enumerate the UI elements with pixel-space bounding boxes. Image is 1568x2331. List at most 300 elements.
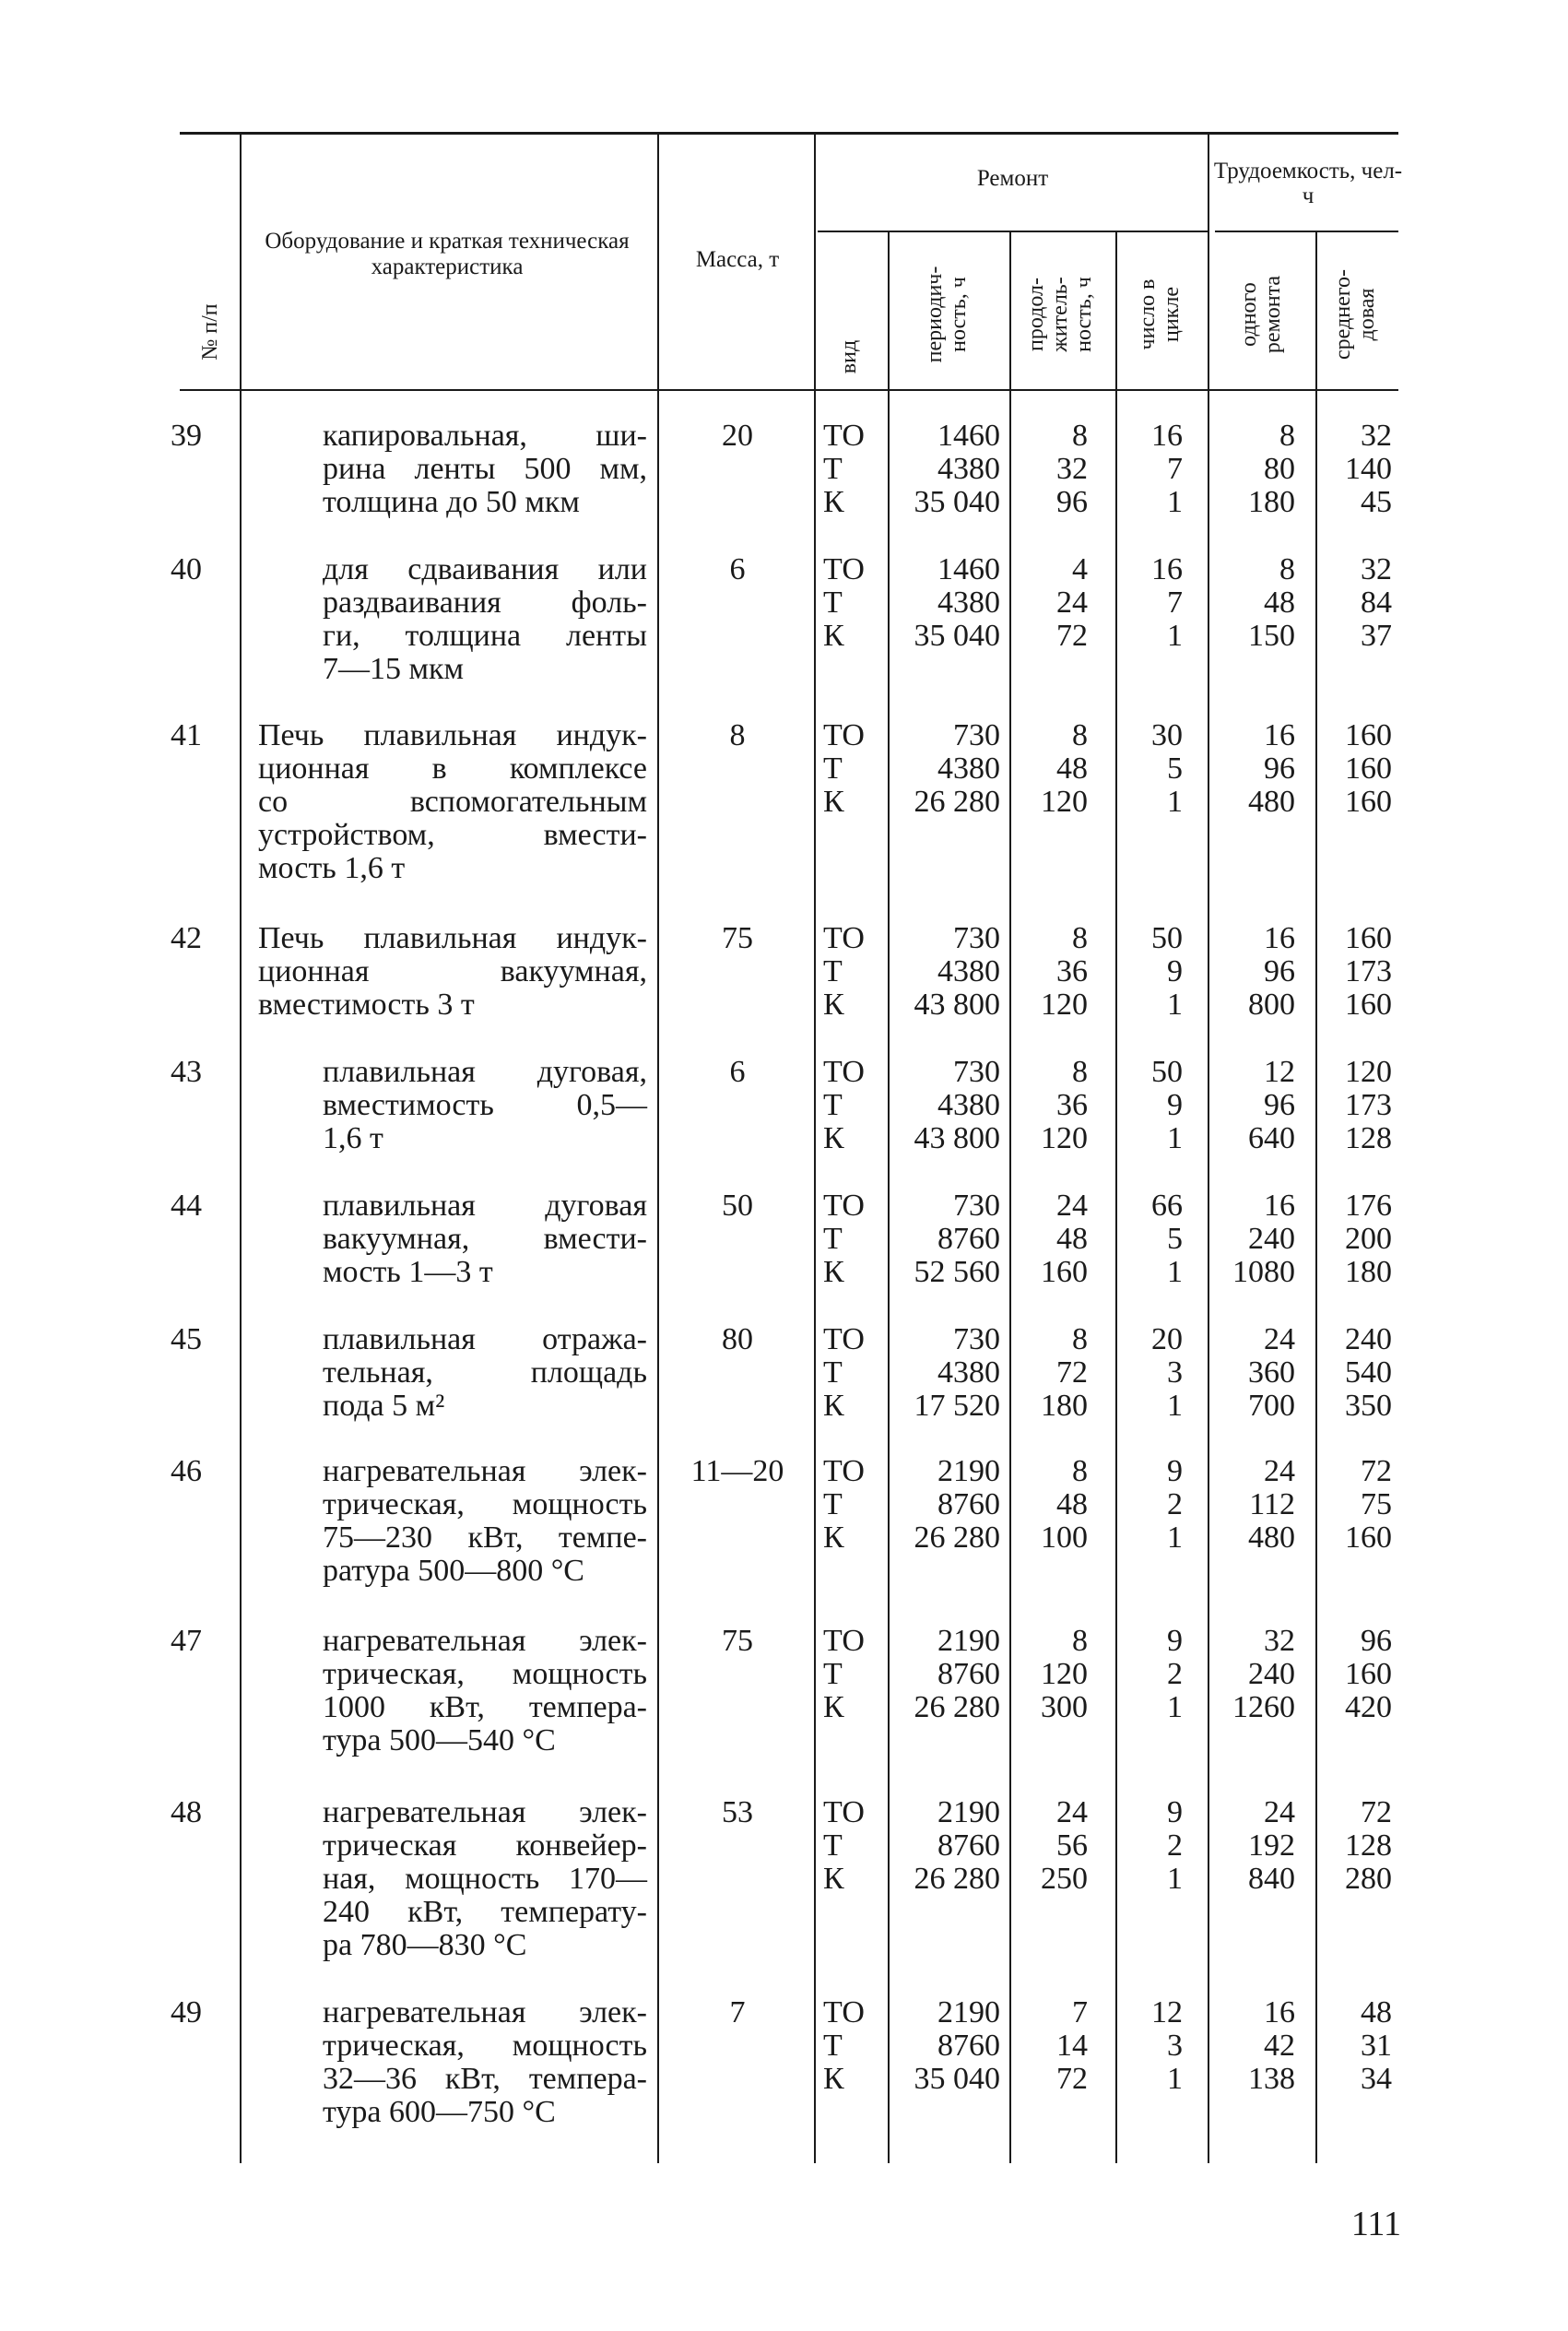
row-number: 48: [171, 1795, 202, 1829]
row-duration-value: 72: [1056, 1355, 1088, 1390]
row-labor-one-value: 16: [1264, 921, 1295, 955]
row-duration-value: 120: [1041, 785, 1088, 819]
row-duration-value: 8: [1072, 1624, 1088, 1658]
row-periodicity-value: 730: [953, 1189, 1000, 1223]
col-divider-kind: [888, 232, 890, 2163]
description-line: раздваивания фоль-: [323, 586, 647, 620]
row-duration-value: 8: [1072, 1322, 1088, 1356]
row-periodicity-value: 4380: [937, 586, 1000, 620]
row-count: [1120, 719, 1183, 819]
header-repair-duration: продол-житель-ность, ч: [1024, 277, 1096, 352]
row-repair-kind-value: ТО: [823, 1189, 865, 1223]
row-count-value: 9: [1167, 1795, 1183, 1829]
description-line: ра 780—830 °С: [323, 1928, 527, 1962]
description-line: капировальная, ши-: [323, 419, 647, 453]
description-line: вакуумная, вмести-: [323, 1222, 647, 1256]
row-number: 39: [171, 419, 202, 453]
row-repair-kind: [823, 1455, 888, 1555]
row-description: [258, 719, 647, 885]
row-duration: [1014, 1996, 1088, 2096]
description-line: трическая, мощность: [323, 1657, 647, 1691]
row-repair-kind-value: ТО: [823, 718, 865, 752]
row-labor-one-value: 360: [1248, 1355, 1295, 1390]
row-labor-avg: [1309, 1189, 1392, 1289]
row-labor-avg-value: 75: [1361, 1487, 1392, 1521]
row-count-value: 16: [1151, 552, 1183, 586]
row-periodicity: [899, 1056, 1000, 1155]
row-count-value: 16: [1151, 419, 1183, 453]
row-duration-value: 300: [1041, 1690, 1088, 1724]
row-labor-avg-value: 84: [1361, 586, 1392, 620]
description-line: мость 1,6 т: [258, 851, 406, 885]
row-count-value: 50: [1151, 921, 1183, 955]
row-mass: 53: [722, 1795, 753, 1829]
description-line: плавильная отража-: [323, 1322, 647, 1356]
row-labor-one-value: 112: [1249, 1487, 1295, 1521]
row-count-value: 5: [1167, 751, 1183, 786]
row-duration-value: 36: [1056, 1088, 1088, 1122]
description-line: со вспомогательным: [258, 785, 647, 819]
row-count-value: 9: [1167, 1624, 1183, 1658]
row-labor-one: [1212, 719, 1295, 819]
row-labor-avg: [1309, 1323, 1392, 1423]
row-description: [323, 553, 647, 686]
row-periodicity-value: 2190: [937, 1995, 1000, 2029]
row-mass: 11—20: [690, 1454, 784, 1488]
description-line: плавильная дуговая,: [323, 1055, 647, 1089]
row-labor-avg: [1309, 1455, 1392, 1555]
row-number: 47: [171, 1624, 202, 1658]
row-periodicity-value: 1460: [937, 419, 1000, 453]
row-labor-avg-value: 96: [1361, 1624, 1392, 1658]
row-labor-avg-value: 72: [1361, 1795, 1392, 1829]
row-labor-avg-value: 173: [1345, 1088, 1392, 1122]
row-labor-one-value: 96: [1264, 954, 1295, 988]
row-repair-kind-value: Т: [823, 1222, 843, 1256]
row-labor-avg-value: 32: [1361, 419, 1392, 453]
description-line: пода 5 м²: [323, 1389, 445, 1423]
row-labor-avg-value: 72: [1361, 1454, 1392, 1488]
row-periodicity-value: 35 040: [914, 485, 1000, 519]
row-description: [258, 922, 647, 1022]
row-count-value: 3: [1167, 2029, 1183, 2063]
row-labor-one-value: 192: [1248, 1828, 1295, 1863]
row-repair-kind-value: Т: [823, 2029, 843, 2063]
row-periodicity-value: 8760: [937, 1657, 1000, 1691]
row-count: [1120, 1455, 1183, 1555]
row-periodicity-value: 4380: [937, 452, 1000, 486]
row-periodicity-value: 730: [953, 1055, 1000, 1089]
col-divider-duration: [1115, 232, 1117, 2163]
row-periodicity-value: 1460: [937, 552, 1000, 586]
row-periodicity-value: 2190: [937, 1624, 1000, 1658]
row-count: [1120, 922, 1183, 1022]
col-divider-periodicity: [1009, 232, 1011, 2163]
row-labor-avg: [1309, 1056, 1392, 1155]
row-duration: [1014, 420, 1088, 519]
row-duration-value: 48: [1056, 1222, 1088, 1256]
row-repair-kind-value: К: [823, 1389, 844, 1423]
row-labor-one-value: 42: [1264, 2029, 1295, 2063]
description-line: ная, мощность 170—: [323, 1862, 647, 1896]
row-count-value: 9: [1167, 1088, 1183, 1122]
row-labor-one-value: 8: [1279, 552, 1295, 586]
description-line: ционная вакуумная,: [258, 954, 647, 988]
row-duration-value: 8: [1072, 921, 1088, 955]
col-divider-repair-labor: [1208, 135, 1209, 2163]
row-duration-value: 180: [1041, 1389, 1088, 1423]
row-labor-avg-value: 140: [1345, 452, 1392, 486]
description-line: рина ленты 500 мм,: [323, 452, 647, 486]
header-mass: Масса, т: [695, 247, 780, 272]
row-periodicity-value: 17 520: [914, 1389, 1000, 1423]
row-periodicity-value: 8760: [937, 1828, 1000, 1863]
row-duration-value: 8: [1072, 1454, 1088, 1488]
row-count-value: 1: [1167, 1520, 1183, 1555]
description-line: нагревательная элек-: [323, 1624, 647, 1658]
description-line: нагревательная элек-: [323, 1454, 647, 1488]
row-number: 49: [171, 1995, 202, 2029]
table-top-rule: [180, 132, 1398, 135]
description-line: ционная в комплексе: [258, 751, 647, 786]
row-duration-value: 72: [1056, 619, 1088, 653]
row-periodicity: [899, 1625, 1000, 1724]
row-labor-one-value: 16: [1264, 1995, 1295, 2029]
row-labor-avg-value: 128: [1345, 1121, 1392, 1155]
row-repair-kind-value: К: [823, 619, 844, 653]
row-labor-one-value: 480: [1248, 1520, 1295, 1555]
row-repair-kind-value: Т: [823, 1657, 843, 1691]
row-labor-avg-value: 240: [1345, 1322, 1392, 1356]
row-count: [1120, 1796, 1183, 1896]
row-repair-kind-value: ТО: [823, 1995, 865, 2029]
row-repair-kind-value: Т: [823, 1355, 843, 1390]
row-labor-avg: [1309, 1996, 1392, 2096]
row-labor-one-value: 640: [1248, 1121, 1295, 1155]
row-labor-avg-value: 128: [1345, 1828, 1392, 1863]
row-duration-value: 120: [1041, 1121, 1088, 1155]
row-count: [1120, 1996, 1183, 2096]
row-repair-kind-value: Т: [823, 1088, 843, 1122]
row-periodicity-value: 43 800: [914, 1121, 1000, 1155]
description-line: тельная, площадь: [323, 1355, 647, 1390]
row-mass: 50: [722, 1189, 753, 1223]
row-mass: 20: [722, 419, 753, 453]
row-duration-value: 24: [1056, 1795, 1088, 1829]
row-repair-kind-value: К: [823, 785, 844, 819]
row-repair-kind: [823, 1056, 888, 1155]
row-labor-one: [1212, 1796, 1295, 1896]
row-periodicity-value: 26 280: [914, 1690, 1000, 1724]
header-labor-one: одного ремонта: [1237, 275, 1285, 354]
row-labor-avg-value: 120: [1345, 1055, 1392, 1089]
row-periodicity-value: 730: [953, 921, 1000, 955]
description-line: толщина до 50 мкм: [323, 485, 580, 519]
subheader-rule-labor: [1215, 231, 1398, 232]
row-duration-value: 4: [1072, 552, 1088, 586]
row-duration-value: 72: [1056, 2062, 1088, 2096]
row-count-value: 3: [1167, 1355, 1183, 1390]
row-periodicity: [899, 1796, 1000, 1896]
row-count-value: 2: [1167, 1657, 1183, 1691]
row-labor-one-value: 1260: [1232, 1690, 1295, 1724]
row-repair-kind-value: К: [823, 1520, 844, 1555]
row-labor-one-value: 24: [1264, 1454, 1295, 1488]
row-labor-one-value: 240: [1248, 1222, 1295, 1256]
description-line: Печь плавильная индук-: [258, 718, 647, 752]
row-periodicity-value: 26 280: [914, 785, 1000, 819]
row-labor-one-value: 138: [1248, 2062, 1295, 2096]
description-line: 240 кВт, температу-: [323, 1895, 647, 1929]
row-number: 43: [171, 1055, 202, 1089]
row-count-value: 1: [1167, 988, 1183, 1022]
description-line: для сдваивания или: [323, 552, 647, 586]
row-labor-one-value: 840: [1248, 1862, 1295, 1896]
row-labor-avg-value: 173: [1345, 954, 1392, 988]
row-labor-one-value: 1080: [1232, 1255, 1295, 1289]
row-periodicity: [899, 922, 1000, 1022]
row-number: 45: [171, 1322, 202, 1356]
row-periodicity-value: 4380: [937, 954, 1000, 988]
row-repair-kind-value: К: [823, 1690, 844, 1724]
row-number: 46: [171, 1454, 202, 1488]
row-count: [1120, 1625, 1183, 1724]
description-line: 32—36 кВт, темпера-: [323, 2062, 647, 2096]
row-labor-one-value: 48: [1264, 586, 1295, 620]
col-divider-number: [240, 135, 242, 2163]
row-labor-avg-value: 160: [1345, 921, 1392, 955]
row-mass: 75: [722, 1624, 753, 1658]
row-periodicity-value: 2190: [937, 1454, 1000, 1488]
row-labor-avg-value: 200: [1345, 1222, 1392, 1256]
row-periodicity: [899, 1455, 1000, 1555]
description-line: ратура 500—800 °С: [323, 1554, 584, 1588]
row-repair-kind: [823, 1189, 888, 1289]
row-labor-one-value: 24: [1264, 1322, 1295, 1356]
row-count-value: 1: [1167, 619, 1183, 653]
row-count-value: 1: [1167, 1121, 1183, 1155]
row-repair-kind-value: К: [823, 988, 844, 1022]
row-periodicity-value: 4380: [937, 1355, 1000, 1390]
row-duration: [1014, 1056, 1088, 1155]
row-count-value: 30: [1151, 718, 1183, 752]
row-repair-kind-value: Т: [823, 452, 843, 486]
row-description: [323, 1625, 647, 1757]
row-labor-avg-value: 48: [1361, 1995, 1392, 2029]
row-labor-one-value: 700: [1248, 1389, 1295, 1423]
row-labor-avg-value: 540: [1345, 1355, 1392, 1390]
row-repair-kind-value: К: [823, 1121, 844, 1155]
row-duration-value: 160: [1041, 1255, 1088, 1289]
row-labor-avg-value: 420: [1345, 1690, 1392, 1724]
row-labor-avg-value: 31: [1361, 2029, 1392, 2063]
row-labor-one: [1212, 1189, 1295, 1289]
row-repair-kind-value: Т: [823, 586, 843, 620]
row-count-value: 20: [1151, 1322, 1183, 1356]
row-repair-kind: [823, 420, 888, 519]
row-duration-value: 36: [1056, 954, 1088, 988]
row-periodicity-value: 26 280: [914, 1520, 1000, 1555]
row-labor-one-value: 480: [1248, 785, 1295, 819]
row-labor-avg-value: 37: [1361, 619, 1392, 653]
row-labor-one-value: 24: [1264, 1795, 1295, 1829]
row-count-value: 7: [1167, 452, 1183, 486]
row-labor-avg-value: 160: [1345, 785, 1392, 819]
row-duration-value: 100: [1041, 1520, 1088, 1555]
row-periodicity-value: 43 800: [914, 988, 1000, 1022]
description-line: трическая конвейер-: [323, 1828, 647, 1863]
row-labor-one-value: 32: [1264, 1624, 1295, 1658]
description-line: тура 500—540 °С: [323, 1723, 556, 1757]
row-labor-one-value: 150: [1248, 619, 1295, 653]
row-labor-avg: [1309, 420, 1392, 519]
row-labor-avg-value: 45: [1361, 485, 1392, 519]
description-line: нагревательная элек-: [323, 1795, 647, 1829]
row-duration-value: 8: [1072, 419, 1088, 453]
row-count-value: 12: [1151, 1995, 1183, 2029]
row-count-value: 7: [1167, 586, 1183, 620]
row-labor-avg-value: 160: [1345, 718, 1392, 752]
row-count-value: 5: [1167, 1222, 1183, 1256]
row-periodicity-value: 8760: [937, 1222, 1000, 1256]
row-duration-value: 14: [1056, 2029, 1088, 2063]
header-repair-count: число в цикле: [1136, 278, 1184, 350]
description-line: 1,6 т: [323, 1121, 383, 1155]
row-number: 40: [171, 552, 202, 586]
row-labor-one-value: 240: [1248, 1657, 1295, 1691]
row-count-value: 1: [1167, 2062, 1183, 2096]
row-labor-one-value: 8: [1279, 419, 1295, 453]
description-line: тура 600—750 °С: [323, 2095, 556, 2129]
row-count: [1120, 553, 1183, 653]
header-repair: Ремонт: [976, 166, 1049, 191]
row-count-value: 9: [1167, 954, 1183, 988]
row-repair-kind-value: ТО: [823, 552, 865, 586]
row-duration: [1014, 1455, 1088, 1555]
row-duration-value: 120: [1041, 988, 1088, 1022]
row-mass: 7: [729, 1995, 746, 2029]
description-line: вместимость 0,5—: [323, 1088, 647, 1122]
row-description: [323, 420, 647, 519]
row-repair-kind: [823, 922, 888, 1022]
row-labor-one-value: 96: [1264, 1088, 1295, 1122]
row-duration: [1014, 922, 1088, 1022]
row-count-value: 2: [1167, 1828, 1183, 1863]
row-periodicity: [899, 1323, 1000, 1423]
row-labor-avg-value: 280: [1345, 1862, 1392, 1896]
row-duration-value: 120: [1041, 1657, 1088, 1691]
row-periodicity-value: 52 560: [914, 1255, 1000, 1289]
row-periodicity-value: 730: [953, 718, 1000, 752]
row-repair-kind-value: ТО: [823, 1454, 865, 1488]
row-repair-kind: [823, 1625, 888, 1724]
row-count: [1120, 420, 1183, 519]
row-periodicity: [899, 553, 1000, 653]
row-mass: 80: [722, 1322, 753, 1356]
row-labor-avg-value: 350: [1345, 1389, 1392, 1423]
row-count-value: 1: [1167, 1255, 1183, 1289]
row-labor-one: [1212, 1056, 1295, 1155]
row-repair-kind-value: К: [823, 2062, 844, 2096]
row-duration: [1014, 1625, 1088, 1724]
row-periodicity-value: 26 280: [914, 1862, 1000, 1896]
row-labor-avg: [1309, 1625, 1392, 1724]
row-labor-one: [1212, 1625, 1295, 1724]
row-repair-kind-value: ТО: [823, 1055, 865, 1089]
row-periodicity-value: 8760: [937, 1487, 1000, 1521]
row-labor-avg-value: 180: [1345, 1255, 1392, 1289]
row-count: [1120, 1056, 1183, 1155]
description-line: трическая, мощность: [323, 1487, 647, 1521]
row-duration: [1014, 1796, 1088, 1896]
row-repair-kind: [823, 1323, 888, 1423]
row-number: 42: [171, 921, 202, 955]
row-labor-avg-value: 34: [1361, 2062, 1392, 2096]
row-mass: 75: [722, 921, 753, 955]
description-line: 1000 кВт, темпера-: [323, 1690, 647, 1724]
col-divider-mass: [814, 135, 816, 2163]
row-count-value: 50: [1151, 1055, 1183, 1089]
description-line: устройством, вмести-: [258, 818, 647, 852]
row-description: [323, 1056, 647, 1155]
row-labor-avg-value: 176: [1345, 1189, 1392, 1223]
description-line: ги, толщина ленты: [323, 619, 647, 653]
row-repair-kind-value: ТО: [823, 921, 865, 955]
row-periodicity-value: 35 040: [914, 2062, 1000, 2096]
description-line: 7—15 мкм: [323, 652, 465, 686]
row-count-value: 1: [1167, 1389, 1183, 1423]
row-count-value: 1: [1167, 485, 1183, 519]
row-count-value: 1: [1167, 785, 1183, 819]
row-description: [323, 1996, 647, 2129]
row-duration-value: 7: [1072, 1995, 1088, 2029]
row-duration: [1014, 719, 1088, 819]
row-periodicity-value: 4380: [937, 751, 1000, 786]
row-duration-value: 8: [1072, 718, 1088, 752]
row-count-value: 9: [1167, 1454, 1183, 1488]
description-line: 75—230 кВт, темпе-: [323, 1520, 647, 1555]
description-line: вместимость 3 т: [258, 988, 475, 1022]
row-description: [323, 1796, 647, 1962]
row-repair-kind-value: ТО: [823, 1624, 865, 1658]
header-bottom-rule: [180, 389, 1398, 391]
row-repair-kind: [823, 719, 888, 819]
row-labor-one: [1212, 553, 1295, 653]
row-duration-value: 48: [1056, 1487, 1088, 1521]
row-duration-value: 24: [1056, 1189, 1088, 1223]
row-duration-value: 24: [1056, 586, 1088, 620]
row-periodicity: [899, 1189, 1000, 1289]
row-labor-avg-value: 32: [1361, 552, 1392, 586]
description-line: плавильная дуговая: [323, 1189, 647, 1223]
row-duration-value: 96: [1056, 485, 1088, 519]
row-labor-avg: [1309, 553, 1392, 653]
row-description: [323, 1323, 647, 1423]
row-repair-kind-value: К: [823, 485, 844, 519]
row-periodicity-value: 4380: [937, 1088, 1000, 1122]
row-repair-kind-value: Т: [823, 1828, 843, 1863]
row-count-value: 2: [1167, 1487, 1183, 1521]
row-count: [1120, 1323, 1183, 1423]
row-mass: 8: [729, 718, 746, 752]
row-description: [323, 1455, 647, 1588]
row-repair-kind-value: К: [823, 1255, 844, 1289]
row-labor-one: [1212, 1455, 1295, 1555]
row-repair-kind-value: ТО: [823, 1322, 865, 1356]
row-duration-value: 32: [1056, 452, 1088, 486]
row-labor-avg: [1309, 1796, 1392, 1896]
row-repair-kind: [823, 1796, 888, 1896]
